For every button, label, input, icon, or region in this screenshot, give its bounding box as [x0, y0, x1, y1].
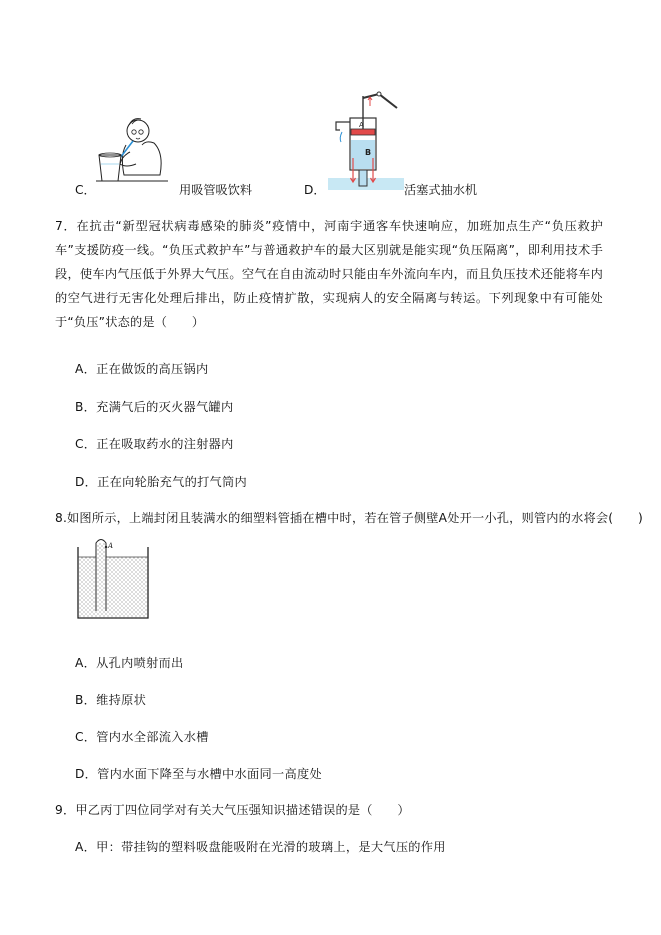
q7-stem: 7．在抗击“新型冠状病毒感染的肺炎”疫情中，河南宇通客车快速响应，加班加点生产“负压救护车”支援防疫一线。“负压式救护车”与普通救护车的最大区别就是能实现“负压隔离”，即利用技术手段，使车内气压低于外界大气压。空气在自由流动时只能由车外流向车内，而且负压技术还能将车内的空气进行无害化处理后排出，防止疫情扩散，实现病人的安全隔离与转运。下列现象中有可能处于“负压”状态的是（ ）: [55, 219, 603, 329]
q9-option-a[interactable]: A．甲：带挂钩的塑料吸盘能吸附在光滑的玻璃上，是大气压的作用: [75, 840, 446, 854]
pump-label-a: A: [359, 121, 364, 129]
tube-in-water-tank-figure: [77, 537, 149, 619]
q8-option-d[interactable]: D．管内水面下降至与水槽中水面同一高度处: [75, 767, 322, 781]
person-drinking-straw-illustration: [96, 112, 178, 182]
q7-option-c[interactable]: C．正在吸取药水的注射器内: [75, 437, 234, 451]
q7-option-a[interactable]: A．正在做饭的高压锅内: [75, 362, 209, 376]
q7-option-d[interactable]: D．正在向轮胎充气的打气筒内: [75, 475, 248, 489]
q9-stem: 9．甲乙丙丁四位同学对有关大气压强知识描述错误的是（ ）: [55, 803, 410, 817]
piston-water-pump-illustration: [328, 92, 404, 190]
q8-figure-label-a: A: [108, 542, 114, 550]
q7-option-b[interactable]: B．充满气后的灭火器气罐内: [75, 400, 234, 414]
q8-stem: 8.如图所示，上端封闭且装满水的细塑料管插在槽中时，若在管子侧壁A处开一小孔，则管内的水将会( ): [55, 511, 643, 525]
q6-option-d-caption: 活塞式抽水机: [404, 183, 478, 197]
pump-label-b: B: [365, 148, 372, 157]
q8-option-b[interactable]: B．维持原状: [75, 693, 147, 707]
q8-option-c[interactable]: C．管内水全部流入水槽: [75, 730, 209, 744]
q6-option-c-caption: 用吸管吸饮料: [179, 183, 253, 197]
q6-option-c-letter: C．: [75, 183, 96, 197]
q6-option-d-letter: D．: [304, 183, 326, 197]
q8-option-a[interactable]: A．从孔内喷射而出: [75, 656, 184, 670]
